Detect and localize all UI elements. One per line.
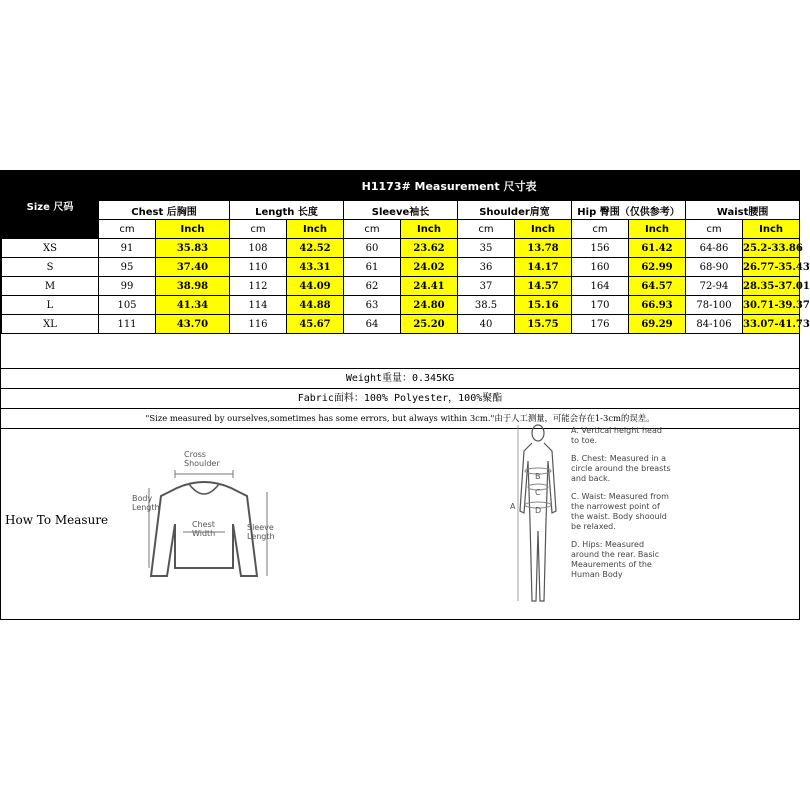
inch-cell: 45.67 bbox=[287, 315, 344, 334]
cm-cell: 38.5 bbox=[458, 296, 515, 315]
cm-cell: 91 bbox=[99, 239, 156, 258]
inch-cell: 15.16 bbox=[515, 296, 572, 315]
cm-cell: 114 bbox=[230, 296, 287, 315]
inch-cell: 15.75 bbox=[515, 315, 572, 334]
unit-inch: Inch bbox=[515, 220, 572, 239]
shoulder-label: Shoulder bbox=[184, 459, 220, 468]
measurement-note: "Size measured by ourselves,sometimes has some errors, but always within 3cm."由于人工测量，可能会存在1-3cm的误差。 bbox=[1, 408, 799, 428]
cm-cell: 99 bbox=[99, 277, 156, 296]
inch-cell: 26.77-35.43 bbox=[743, 258, 800, 277]
cm-cell: 111 bbox=[99, 315, 156, 334]
unit-inch: Inch bbox=[401, 220, 458, 239]
body-letter-b: B bbox=[535, 472, 541, 481]
size-cell: XL bbox=[2, 315, 99, 334]
inch-cell: 28.35-37.01 bbox=[743, 277, 800, 296]
inch-cell: 24.41 bbox=[401, 277, 458, 296]
size-cell: XS bbox=[2, 239, 99, 258]
cm-cell: 60 bbox=[344, 239, 401, 258]
unit-inch: Inch bbox=[156, 220, 230, 239]
unit-cm: cm bbox=[344, 220, 401, 239]
inch-cell: 62.99 bbox=[629, 258, 686, 277]
cm-cell: 95 bbox=[99, 258, 156, 277]
inch-cell: 14.17 bbox=[515, 258, 572, 277]
weight-info: Weight重量：0.345KG bbox=[1, 368, 799, 388]
sleeve-label: Sleeve bbox=[247, 523, 274, 532]
cm-cell: 108 bbox=[230, 239, 287, 258]
cm-cell: 64-86 bbox=[686, 239, 743, 258]
inch-cell: 37.40 bbox=[156, 258, 230, 277]
unit-cm: cm bbox=[572, 220, 629, 239]
cm-cell: 61 bbox=[344, 258, 401, 277]
unit-cm: cm bbox=[458, 220, 515, 239]
cm-cell: 112 bbox=[230, 277, 287, 296]
how-to-measure-label: How To Measure bbox=[5, 513, 109, 527]
fabric-info: Fabric面料：100% Polyester，100%聚酯 bbox=[1, 388, 799, 408]
shirt-measure-diagram bbox=[129, 446, 289, 586]
legend-c: C. Waist: Measured from the narrowest point of the waist. Body shoould be relaxed. bbox=[571, 492, 669, 531]
inch-cell: 25.20 bbox=[401, 315, 458, 334]
inch-cell: 64.57 bbox=[629, 277, 686, 296]
body-length-label: Length bbox=[132, 503, 160, 512]
inch-cell: 38.98 bbox=[156, 277, 230, 296]
cm-cell: 62 bbox=[344, 277, 401, 296]
table-row bbox=[2, 239, 800, 258]
chest-label: Chest bbox=[192, 520, 215, 529]
inch-cell: 43.31 bbox=[287, 258, 344, 277]
inch-cell: 24.80 bbox=[401, 296, 458, 315]
column-header: Waist腰围 bbox=[686, 201, 800, 220]
table-row bbox=[2, 296, 800, 315]
width-label: Width bbox=[192, 529, 216, 538]
body-letter-d: D bbox=[535, 506, 542, 515]
body-label: Body bbox=[132, 494, 153, 503]
unit-inch: Inch bbox=[287, 220, 344, 239]
size-cell: S bbox=[2, 258, 99, 277]
body-measure-diagram bbox=[506, 421, 566, 606]
unit-cm: cm bbox=[99, 220, 156, 239]
legend-b: B. Chest: Measured in a circle around the breasts and back. bbox=[571, 454, 671, 483]
cm-cell: 170 bbox=[572, 296, 629, 315]
inch-cell: 35.83 bbox=[156, 239, 230, 258]
inch-cell: 42.52 bbox=[287, 239, 344, 258]
cm-cell: 68-90 bbox=[686, 258, 743, 277]
cross-label: Cross bbox=[184, 450, 206, 459]
inch-cell: 24.02 bbox=[401, 258, 458, 277]
body-measure-legend bbox=[571, 426, 671, 588]
cm-cell: 105 bbox=[99, 296, 156, 315]
cm-cell: 164 bbox=[572, 277, 629, 296]
column-header: Chest 后胸围 bbox=[99, 201, 230, 220]
unit-inch: Inch bbox=[629, 220, 686, 239]
size-cell: M bbox=[2, 277, 99, 296]
size-cell: L bbox=[2, 296, 99, 315]
body-letter-c: C bbox=[535, 488, 541, 497]
cm-cell: 72-94 bbox=[686, 277, 743, 296]
cm-cell: 64 bbox=[344, 315, 401, 334]
inch-cell: 25.2-33.86 bbox=[743, 239, 800, 258]
legend-a: A. Vertical height head to toe. bbox=[571, 426, 662, 445]
inch-cell: 13.78 bbox=[515, 239, 572, 258]
cm-cell: 37 bbox=[458, 277, 515, 296]
inch-cell: 14.57 bbox=[515, 277, 572, 296]
cm-cell: 176 bbox=[572, 315, 629, 334]
inch-cell: 44.09 bbox=[287, 277, 344, 296]
cm-cell: 78-100 bbox=[686, 296, 743, 315]
inch-cell: 41.34 bbox=[156, 296, 230, 315]
inch-cell: 61.42 bbox=[629, 239, 686, 258]
cm-cell: 156 bbox=[572, 239, 629, 258]
cm-cell: 116 bbox=[230, 315, 287, 334]
table-title: H1173# Measurement 尺寸表 bbox=[99, 172, 800, 201]
inch-cell: 44.88 bbox=[287, 296, 344, 315]
size-chart bbox=[0, 170, 810, 620]
body-letter-a: A bbox=[510, 502, 516, 511]
unit-cm: cm bbox=[686, 220, 743, 239]
cm-cell: 160 bbox=[572, 258, 629, 277]
size-header: Size 尺码 bbox=[2, 172, 99, 239]
sleeve-length-label: Length bbox=[247, 532, 275, 541]
cm-cell: 40 bbox=[458, 315, 515, 334]
unit-cm: cm bbox=[230, 220, 287, 239]
inch-cell: 23.62 bbox=[401, 239, 458, 258]
table-row bbox=[2, 277, 800, 296]
cm-cell: 36 bbox=[458, 258, 515, 277]
unit-inch: Inch bbox=[743, 220, 800, 239]
inch-cell: 43.70 bbox=[156, 315, 230, 334]
cm-cell: 110 bbox=[230, 258, 287, 277]
table-row bbox=[2, 258, 800, 277]
inch-cell: 33.07-41.73 bbox=[743, 315, 800, 334]
cm-cell: 84-106 bbox=[686, 315, 743, 334]
inch-cell: 66.93 bbox=[629, 296, 686, 315]
inch-cell: 69.29 bbox=[629, 315, 686, 334]
size-table bbox=[1, 171, 810, 334]
column-header: Shoulder肩宽 bbox=[458, 201, 572, 220]
column-header: Hip 臀围（仅供参考） bbox=[572, 201, 686, 220]
column-header: Length 长度 bbox=[230, 201, 344, 220]
legend-d: D. Hips: Measured around the rear. Basic Meaurements of the Human Body bbox=[571, 540, 660, 579]
cm-cell: 35 bbox=[458, 239, 515, 258]
cm-cell: 63 bbox=[344, 296, 401, 315]
column-header: Sleeve袖长 bbox=[344, 201, 458, 220]
table-row bbox=[2, 315, 800, 334]
inch-cell: 30.71-39.37 bbox=[743, 296, 800, 315]
